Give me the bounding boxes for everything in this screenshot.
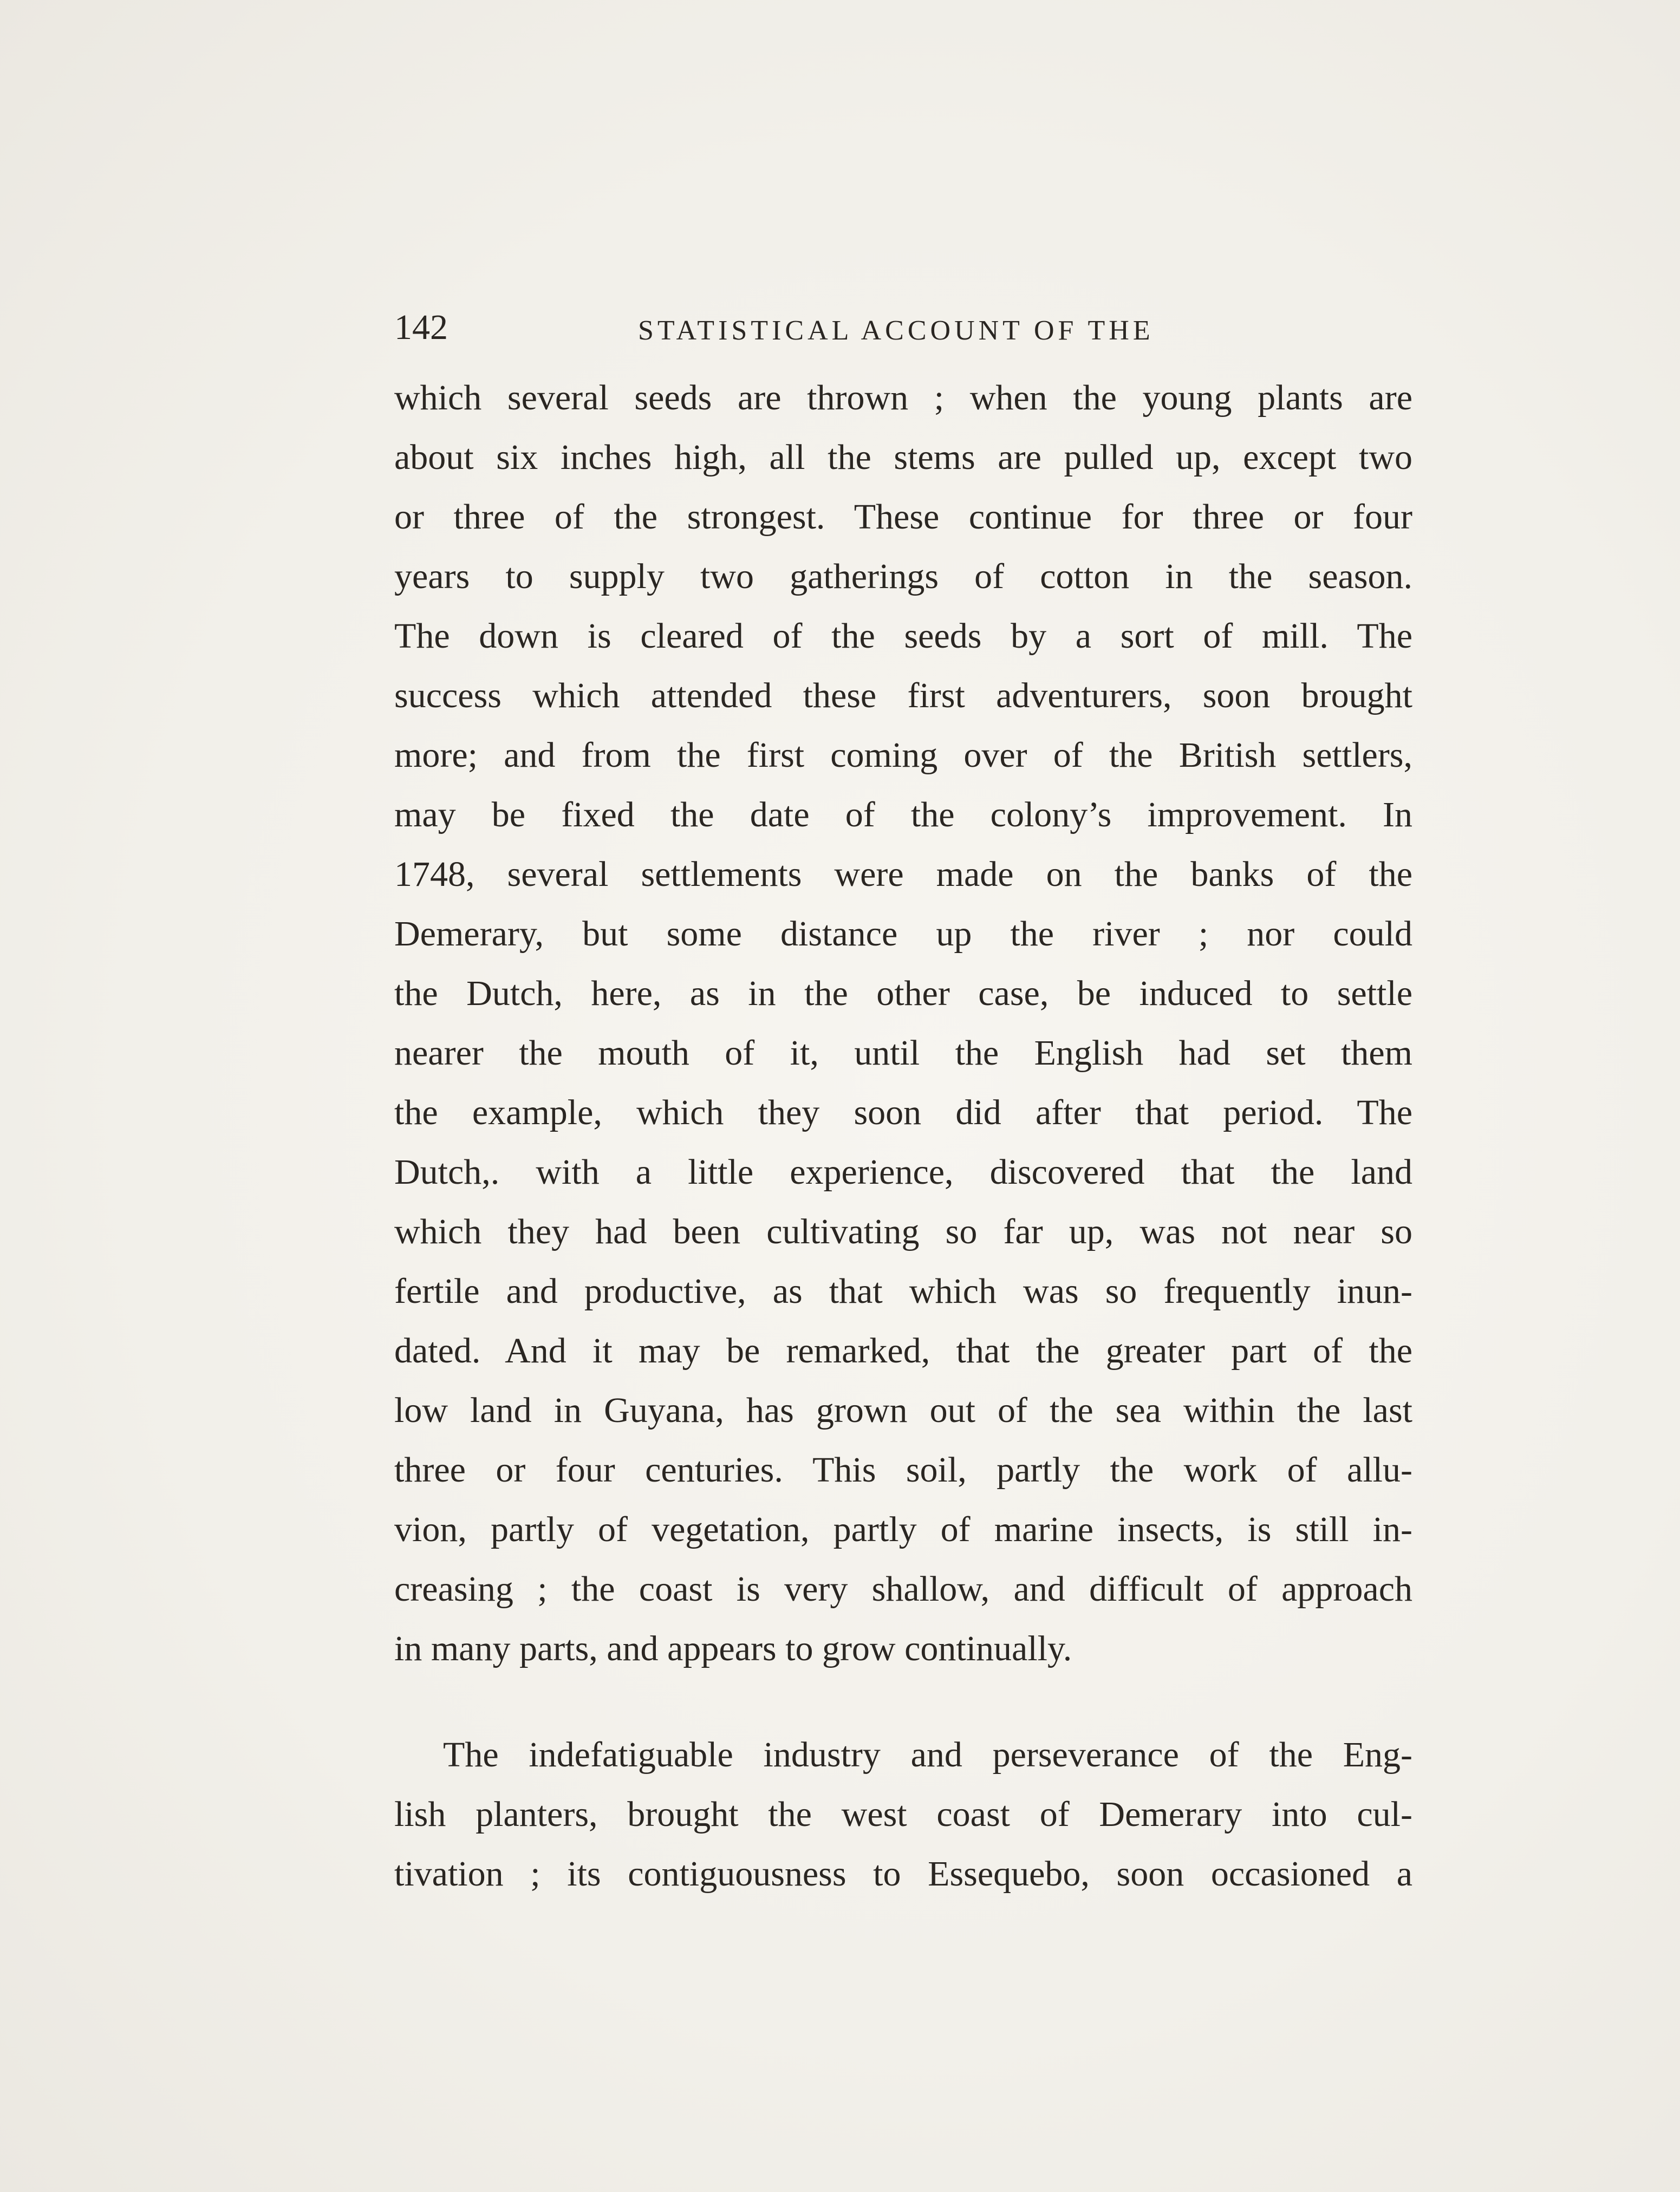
text-line: Dutch,. with a little experience, discovered that the land [394, 1152, 1412, 1192]
text-line: dated. And it may be remarked, that the greater part of the [394, 1331, 1412, 1371]
text-line: nearer the mouth of it, until the English had set them [394, 1033, 1412, 1073]
text-line: about six inches high, all the stems are pulled up, except two [394, 438, 1412, 477]
text-line: low land in Guyana, has grown out of the sea within the last [394, 1391, 1412, 1430]
text-line: in many parts, and appears to grow continually. [394, 1629, 1072, 1668]
text-line: the example, which they soon did after that period. The [394, 1093, 1412, 1132]
text-line: The indefatiguable industry and perseverance of the Eng- [443, 1735, 1412, 1775]
text-line: three or four centuries. This soil, partly the work of allu- [394, 1450, 1412, 1490]
page-number: 142 [394, 308, 448, 347]
text-line: which several seeds are thrown ; when the young plants are [394, 378, 1412, 417]
running-head [394, 303, 1423, 352]
text-line: years to supply two gatherings of cotton in the season. [394, 557, 1412, 596]
text-line: may be fixed the date of the colony’s improvement. In [394, 795, 1412, 834]
text-line: more; and from the first coming over of the British settlers, [394, 735, 1412, 775]
text-line: fertile and productive, as that which was so frequently inun- [394, 1271, 1412, 1311]
body-text [394, 368, 1412, 1904]
text-line: vion, partly of vegetation, partly of marine insects, is still in- [394, 1510, 1412, 1549]
text-line: which they had been cultivating so far up, was not near so [394, 1212, 1412, 1251]
text-line: lish planters, brought the west coast of Demerary into cul- [394, 1795, 1412, 1834]
text-line: success which attended these first adventurers, soon brought [394, 676, 1412, 715]
paragraph-1 [394, 368, 1412, 1679]
text-line: the Dutch, here, as in the other case, be induced to settle [394, 974, 1412, 1013]
running-title: STATISTICAL ACCOUNT OF THE [638, 315, 1154, 346]
text-line: Demerary, but some distance up the river ; nor could [394, 914, 1412, 954]
text-line: tivation ; its contiguousness to Essequebo, soon occasioned a [394, 1854, 1412, 1894]
text-line: or three of the strongest. These continue for three or four [394, 497, 1412, 537]
text-line: The down is cleared of the seeds by a sort of mill. The [394, 616, 1412, 656]
text-line: creasing ; the coast is very shallow, and difficult of approach [394, 1569, 1412, 1609]
paragraph-2 [394, 1725, 1412, 1904]
text-line: 1748, several settlements were made on the banks of the [394, 854, 1412, 894]
